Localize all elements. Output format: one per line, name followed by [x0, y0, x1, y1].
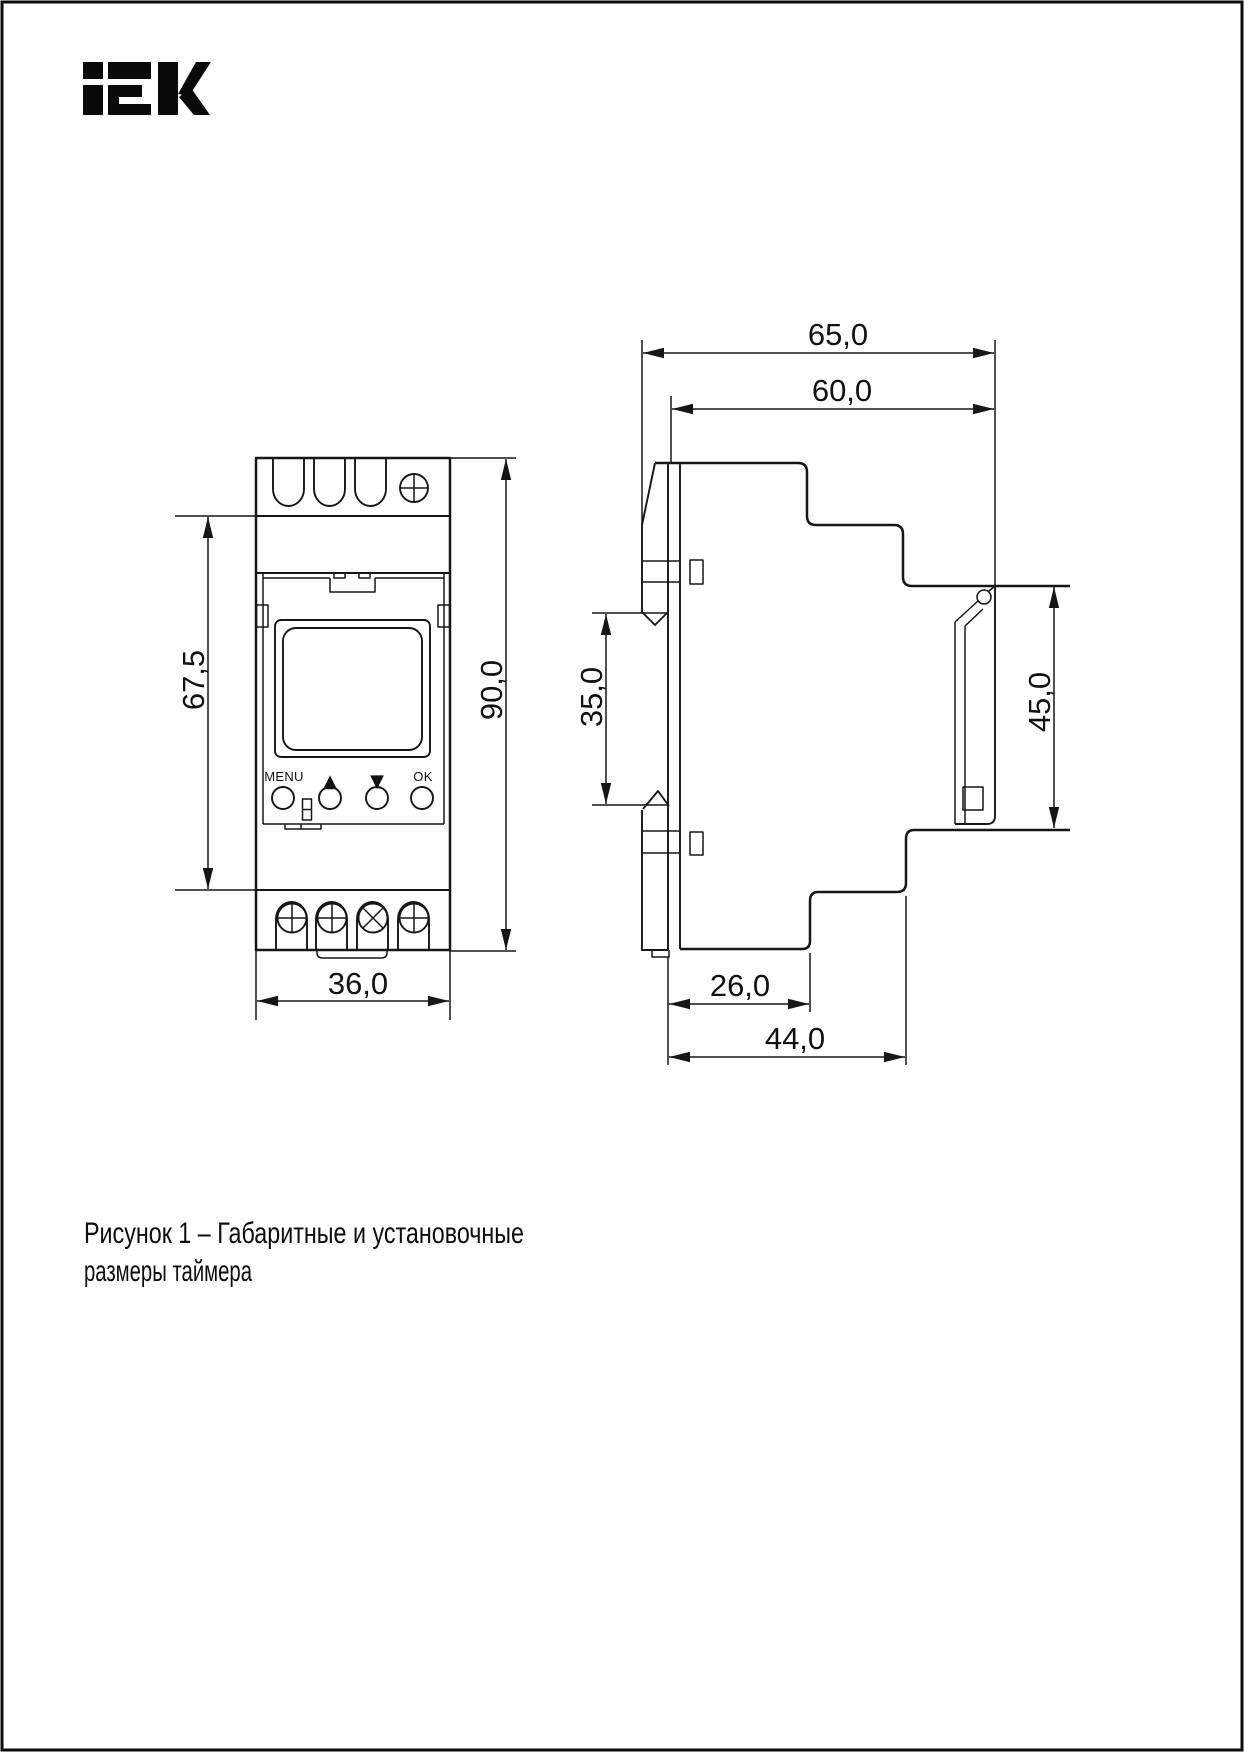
dim-36-label: 36,0 — [327, 966, 389, 1001]
down-arrow-label: ▼ — [370, 771, 384, 792]
logo-e-bottom — [108, 104, 151, 115]
logo-i-stem — [83, 85, 103, 115]
caption-line-2: размеры таймера — [84, 1255, 253, 1288]
dim-44-label: 44,0 — [764, 1021, 826, 1056]
dim-45-label: 45,0 — [1022, 671, 1057, 733]
dim-35-label: 35,0 — [574, 666, 609, 728]
logo-e-top — [108, 62, 151, 79]
logo-k-stem — [158, 62, 178, 115]
dim-26-label: 26,0 — [709, 968, 771, 1003]
dim-90-label: 90,0 — [474, 659, 509, 721]
dim-67-5-label: 67,5 — [176, 649, 211, 711]
dim-65-label: 65,0 — [807, 317, 869, 352]
logo-i-dot — [83, 62, 103, 79]
menu-button-label: MENU — [264, 769, 304, 784]
caption-line-1: Рисунок 1 – Габаритные и установочные — [84, 1217, 524, 1250]
ok-button-label: OK — [413, 769, 433, 784]
up-arrow-label: ▲ — [323, 771, 337, 792]
dim-60-label: 60,0 — [811, 373, 873, 408]
